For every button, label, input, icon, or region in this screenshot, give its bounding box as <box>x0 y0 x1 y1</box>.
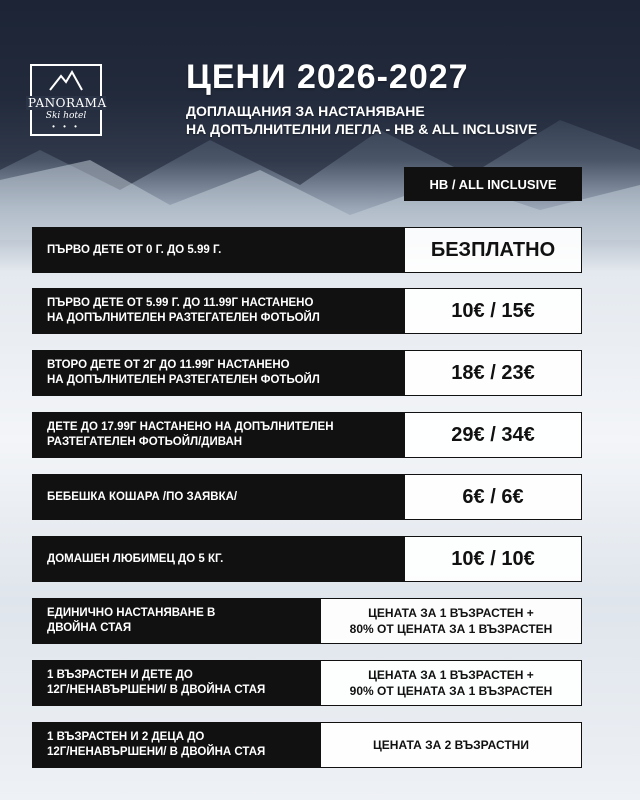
row-label-line-1: ДЕТЕ ДО 17.99Г НАСТАНЕНО НА ДОПЪЛНИТЕЛЕН <box>47 421 334 433</box>
row-value <box>321 661 581 705</box>
row-label <box>33 661 321 705</box>
row-label <box>33 723 321 767</box>
price-row <box>32 598 582 644</box>
row-label-line-2: НА ДОПЪЛНИТЕЛЕН РАЗТЕГАТЕЛЕН ФОТЬОЙЛ <box>47 312 320 324</box>
row-label-line-1: ПЪРВО ДЕТЕ ОТ 5.99 Г. ДО 11.99Г НАСТАНЕНО <box>47 297 314 309</box>
row-value <box>405 537 581 581</box>
row-label-line-2: ДВОЙНА СТАЯ <box>47 622 132 634</box>
price-row <box>32 722 582 768</box>
row-label-line-1: ПЪРВО ДЕТЕ ОТ 0 Г. ДО 5.99 Г. <box>47 243 222 256</box>
page-subtitle <box>186 102 537 138</box>
row-value <box>405 351 581 395</box>
logo-subtitle: Ski hotel <box>45 111 87 121</box>
row-value-line-1: 10€ / 15€ <box>451 299 535 322</box>
subtitle-line-1: ДОПЛАЩАНИЯ ЗА НАСТАНЯВАНЕ <box>186 103 425 119</box>
row-label-line-1: 1 ВЪЗРАСТЕН И ДЕТЕ ДО <box>47 669 193 681</box>
logo-name: PANORAMA <box>28 96 107 110</box>
row-value-line-1: ЦЕНАТА ЗА 1 ВЪЗРАСТЕН + <box>368 668 534 682</box>
row-label-line-2: РАЗТЕГАТЕЛЕН ФОТЬОЙЛ/ДИВАН <box>47 436 243 448</box>
page-title: ЦЕНИ 2026-2027 <box>186 58 469 96</box>
row-label <box>33 599 321 643</box>
row-value-line-1: 6€ / 6€ <box>462 485 524 508</box>
row-value <box>405 228 581 272</box>
row-label-line-1: ЕДИНИЧНО НАСТАНЯВАНЕ В <box>47 607 216 619</box>
row-value-line-1: 29€ / 34€ <box>451 423 535 446</box>
column-header: HB / ALL INCLUSIVE <box>404 167 582 201</box>
row-label-line-2: НА ДОПЪЛНИТЕЛЕН РАЗТЕГАТЕЛЕН ФОТЬОЙЛ <box>47 374 320 386</box>
row-label-line-2: 12Г/НЕНАВЪРШЕНИ/ В ДВОЙНА СТАЯ <box>47 746 266 758</box>
price-row <box>32 227 582 273</box>
row-value <box>405 289 581 333</box>
row-label <box>33 475 405 519</box>
row-value-line-2: 90% ОТ ЦЕНАТА ЗА 1 ВЪЗРАСТЕН <box>349 684 553 698</box>
row-label-line-1: ДОМАШЕН ЛЮБИМЕЦ ДО 5 КГ. <box>47 552 224 565</box>
price-row <box>32 350 582 396</box>
row-label-line-1: БЕБЕШКА КОШАРА /ПО ЗАЯВКА/ <box>47 490 238 503</box>
row-label-line-2: 12Г/НЕНАВЪРШЕНИ/ В ДВОЙНА СТАЯ <box>47 684 266 696</box>
price-row <box>32 412 582 458</box>
row-value <box>321 723 581 767</box>
row-value-line-1: 10€ / 10€ <box>451 547 535 570</box>
row-label <box>33 413 405 457</box>
row-label-line-1: 1 ВЪЗРАСТЕН И 2 ДЕЦА ДО <box>47 731 205 743</box>
logo-dots: • • • <box>52 122 80 131</box>
row-value-line-2: 80% ОТ ЦЕНАТА ЗА 1 ВЪЗРАСТЕН <box>349 622 553 636</box>
price-row <box>32 288 582 334</box>
price-row <box>32 536 582 582</box>
row-value-line-1: ЦЕНАТА ЗА 2 ВЪЗРАСТНИ <box>373 738 529 752</box>
row-label <box>33 228 405 272</box>
row-label <box>33 537 405 581</box>
row-value-line-1: ЦЕНАТА ЗА 1 ВЪЗРАСТЕН + <box>368 606 534 620</box>
row-value <box>405 475 581 519</box>
hotel-logo <box>28 64 107 136</box>
subtitle-line-2: НА ДОПЪЛНИТЕЛНИ ЛЕГЛА - HB & ALL INCLUSIVE <box>186 121 538 137</box>
row-value <box>321 599 581 643</box>
row-label <box>33 351 405 395</box>
price-row <box>32 474 582 520</box>
price-row <box>32 660 582 706</box>
row-value <box>405 413 581 457</box>
row-value-line-1: 18€ / 23€ <box>451 361 535 384</box>
row-label <box>33 289 405 333</box>
row-value-line-1: БЕЗПЛАТНО <box>430 238 556 261</box>
row-label-line-1: ВТОРО ДЕТЕ ОТ 2Г ДО 11.99Г НАСТАНЕНО <box>47 359 290 371</box>
mountain-icon <box>48 70 84 92</box>
